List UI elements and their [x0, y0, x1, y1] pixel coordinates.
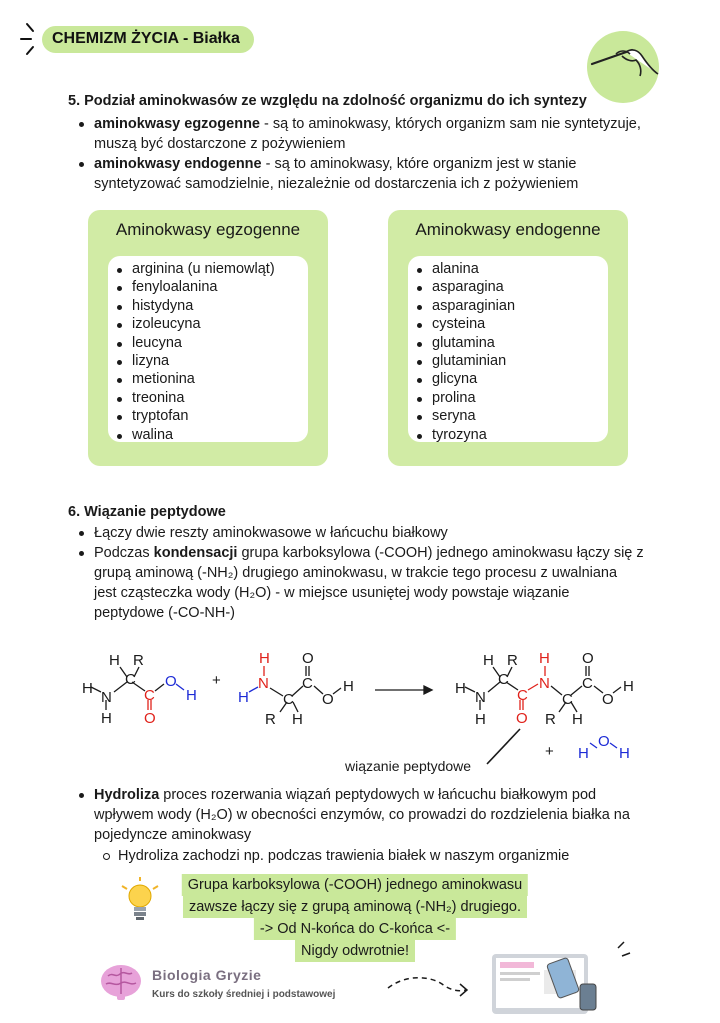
atom-label: H — [483, 652, 494, 669]
atom-label: H — [539, 650, 550, 667]
list-item: walina — [108, 426, 308, 444]
exogenous-card — [88, 210, 328, 466]
atom-label: H — [343, 678, 354, 695]
section-6-list — [70, 523, 690, 623]
atom-label: O — [302, 650, 314, 667]
list-item: fenyloalanina — [108, 278, 308, 296]
atom-label: C — [302, 675, 313, 692]
atom-label: H — [578, 745, 589, 762]
tip-line: -> Od N-końca do C-końca <- — [254, 918, 456, 940]
section-6-heading: 6. Wiązanie peptydowe — [68, 504, 226, 520]
list-item: treonina — [108, 389, 308, 407]
exogenous-list — [108, 260, 308, 444]
list-item: tryptofan — [108, 407, 308, 425]
list-item: izoleucyna — [108, 315, 308, 333]
hydrolysis-sublist — [94, 846, 694, 866]
atom-label: O — [602, 691, 614, 708]
list-item: cysteina — [408, 315, 608, 333]
list-item: seryna — [408, 407, 608, 425]
atom-label: O — [165, 673, 177, 690]
list-item: tyrozyna — [408, 426, 608, 444]
atom-label: R — [545, 711, 556, 728]
atom-label: H — [82, 680, 93, 697]
list-item: metionina — [108, 370, 308, 388]
endogenous-card — [388, 210, 628, 466]
atom-label: H — [101, 710, 112, 727]
list-item: alanina — [408, 260, 608, 278]
bond-label: wiązanie peptydowe — [345, 758, 472, 774]
atom-label: C — [125, 671, 136, 688]
atom-label: H — [619, 745, 630, 762]
atom-label: O — [598, 733, 610, 750]
list-item: arginina (u niemowląt) — [108, 260, 308, 278]
brand-name: Biologia Gryzie — [152, 967, 262, 983]
atom-label: H — [238, 689, 249, 706]
hydrolysis-list — [70, 785, 690, 845]
pointer-line — [487, 729, 520, 764]
peptide-bond-diagram — [0, 640, 720, 780]
amino-acid-1-atoms — [82, 652, 197, 727]
atom-label: H — [259, 650, 270, 667]
list-item: leucyna — [108, 334, 308, 352]
atom-label: O — [144, 710, 156, 727]
tip-line: Nigdy odwrotnie! — [295, 940, 415, 962]
list-item: aminokwasy egzogenne - są to aminokwasy, których organizm sam nie syntetyzuje, muszą być dostarczone z pożywieniem — [70, 114, 690, 154]
atom-label: C — [582, 675, 593, 692]
atom-label: C — [517, 687, 528, 704]
atom-label: N — [101, 689, 112, 706]
list-item: aminokwasy endogenne - są to aminokwasy, które organizm jest w stanie syntetyzować samodzielnie, niezależnie od dostarczenia ich z pożywieniem — [70, 154, 690, 194]
brand-tagline: Kurs do szkoły średniej i podstawowej — [152, 989, 336, 1000]
endogenous-list — [408, 260, 608, 444]
list-item: glicyna — [408, 370, 608, 388]
atom-label: H — [623, 678, 634, 695]
atom-label: N — [258, 675, 269, 692]
list-item: Podczas kondensacji grupa karboksylowa (-COOH) jednego aminokwasu łączy się z grupą aminową (-NH₂) drugiego aminokwasu, w trakcie tego procesu z uwalniana jest cząsteczka wody (H₂O) - w miejsce usuniętej wody powstaje wiązanie peptydowe (-CO-NH-) — [70, 543, 690, 623]
atom-label: O — [322, 691, 334, 708]
dipeptide-atoms — [455, 650, 634, 728]
list-item: Hydroliza proces rozerwania wiązań peptydowych w łańcuchu białkowym pod wpływem wody (H₂O) w obecności enzymów, co prowadzi do rozdzielenia białka na pojedyncze aminokwasy — [70, 785, 690, 845]
curved-arrow-icon — [384, 970, 474, 1010]
atom-label: O — [582, 650, 594, 667]
page-title: CHEMIZM ŻYCIA - Białka — [42, 26, 254, 53]
atom-label: H — [109, 652, 120, 669]
tip-line: zawsze łączy się z grupą aminową (-NH₂) drugiego. — [183, 896, 527, 918]
section-5-list — [70, 114, 690, 194]
reaction-arrow-icon — [375, 686, 432, 694]
sparkle-icon — [18, 22, 40, 58]
atom-label: H — [572, 711, 583, 728]
list-item: asparagina — [408, 278, 608, 296]
atom-label: C — [144, 687, 155, 704]
atom-label: H — [475, 711, 486, 728]
tip-box — [176, 874, 534, 962]
list-item: lizyna — [108, 352, 308, 370]
list-item: asparaginian — [408, 297, 608, 315]
plus-sign: + — [545, 743, 554, 760]
list-item: glutamina — [408, 334, 608, 352]
atom-label: R — [507, 652, 518, 669]
writing-hand-icon — [586, 30, 660, 104]
atom-label: C — [562, 691, 573, 708]
devices-icon — [488, 940, 648, 1020]
lightbulb-icon — [118, 876, 162, 924]
atom-label: N — [539, 675, 550, 692]
atom-label: H — [455, 680, 466, 697]
atom-label: H — [186, 687, 197, 704]
atom-label: C — [283, 691, 294, 708]
section-5-heading: 5. Podział aminokwasów ze względu na zdolność organizmu do ich syntezy — [68, 93, 587, 109]
card-title: Aminokwasy endogenne — [415, 220, 601, 239]
tip-line: Grupa karboksylowa (-COOH) jednego aminokwasu — [182, 874, 528, 896]
list-item: glutaminian — [408, 352, 608, 370]
atom-label: N — [475, 689, 486, 706]
list-item: Hydroliza zachodzi np. podczas trawienia białek w naszym organizmie — [94, 846, 694, 866]
list-item: prolina — [408, 389, 608, 407]
list-item: Łączy dwie reszty aminokwasowe w łańcuchu białkowy — [70, 523, 690, 543]
card-title: Aminokwasy egzogenne — [115, 220, 301, 239]
atom-label: H — [292, 711, 303, 728]
atom-label: R — [133, 652, 144, 669]
atom-label: R — [265, 711, 276, 728]
plus-sign: + — [212, 672, 221, 689]
list-item: histydyna — [108, 297, 308, 315]
atom-label: C — [498, 671, 509, 688]
atom-label: O — [516, 710, 528, 727]
brain-logo-icon — [98, 962, 144, 1002]
